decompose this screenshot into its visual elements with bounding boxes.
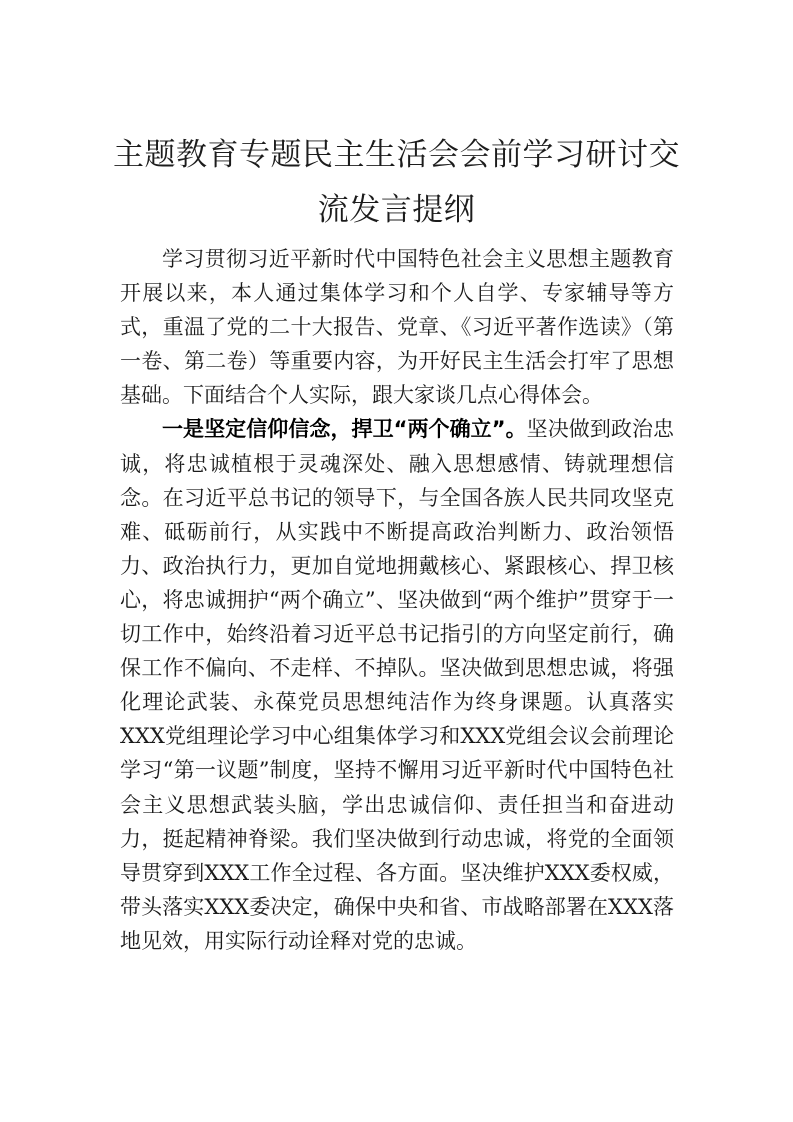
section-one-text: 坚决做到政治忠诚，将忠诚植根于灵魂深处、融入思想感情、铸就理想信念。在习近平总书记的领导下，与全国各族人民共同攻坚克难、砥砺前行，从实践中不断提高政治判断力、政治领悟力、政治执行力，更加自觉地拥戴核心、紧跟核心、捍卫核心，将忠诚拥护“两个确立”、坚决做到“两个维护”贯穿于一切工作中，始终沿着习近平总书记指引的方向坚定前行，确保工作不偏向、不走样、不掉队。坚决做到思想忠诚，将强化理论武装、永葆党员思想纯洁作为终身课题。认真落实XXX党组理论学习中心组集体学习和XXX党组会议会前理论学习“第一议题”制度，坚持不懈用习近平新时代中国特色社会主义思想武装头脑，学出忠诚信仰、责任担当和奋进动力，挺起精神脊梁。我们坚决做到行动忠诚，将党的全面领导贯穿到XXX工作全过程、各方面。坚决维护XXX委权威，带头落实XXX委决定，确保中央和省、市战略部署在XXX落地见效，用实际行动诠释对党的忠诚。: [120, 417, 675, 953]
section-one-heading: 一是坚定信仰信念，捍卫“两个确立”。: [162, 417, 527, 442]
intro-paragraph-text: 学习贯彻习近平新时代中国特色社会主义思想主题教育开展以来，本人通过集体学习和个人自学、专家辅导等方式，重温了党的二十大报告、党章、《习近平著作选读》（第一卷、第二卷）等重要内容，为开好民主生活会打牢了思想基础。下面结合个人实际，跟大家谈几点心得体会。: [120, 247, 674, 408]
intro-paragraph: [120, 242, 674, 412]
document-body: [120, 242, 674, 958]
document-title: 主题教育专题民主生活会会前学习研讨交流发言提纲: [113, 137, 680, 228]
section-one-paragraph: [120, 412, 674, 958]
